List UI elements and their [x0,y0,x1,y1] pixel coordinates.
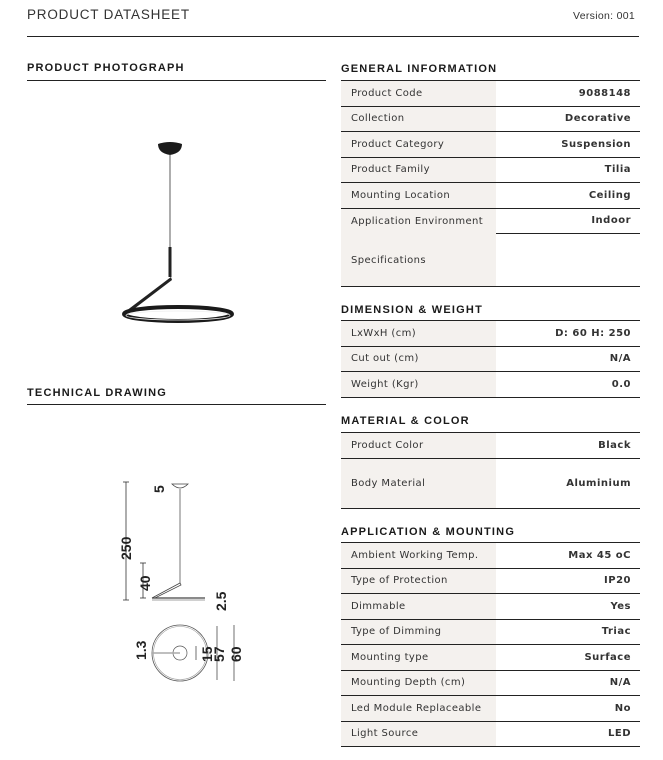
row-value: Yes [610,600,631,612]
table-row [341,183,640,209]
stem-shape [169,247,172,277]
row-label: Light Source [341,722,496,747]
table-row [341,234,640,287]
table-row [341,594,640,620]
row-value: D: 60 H: 250 [555,327,631,339]
dimension-table [341,321,640,398]
row-value: 9088148 [578,87,631,99]
row-value: No [614,702,631,714]
dim-inner-diameter: 57 [211,646,227,662]
table-row [341,543,640,569]
row-value: IP20 [604,575,631,587]
row-value: LED [607,728,631,740]
table-row [341,696,640,722]
dim-canopy-diameter: 15 [199,646,215,662]
row-value [496,234,640,286]
dim-arm-height: 40 [137,575,153,591]
row-value: Black [598,439,631,451]
row-value: Suspension [561,138,631,150]
version-label: Version: 001 [573,10,635,22]
drawing-heading: TECHNICAL DRAWING [27,387,167,399]
dim-total-height: 250 [118,536,134,560]
row-label: Ambient Working Temp. [341,543,496,568]
row-value: Surface [584,651,631,663]
row-label: Product Category [341,132,496,157]
canopy-shape [158,142,182,155]
material-table [341,433,640,509]
table-row [341,722,640,748]
table-row [341,81,640,107]
general-table [341,81,640,287]
table-row [341,433,640,459]
row-value: N/A [609,677,631,689]
table-row [341,321,640,347]
row-label: Cut out (cm) [341,347,496,372]
row-value: Tilia [604,164,631,176]
material-heading: MATERIAL & COLOR [341,415,470,427]
table-row [341,671,640,697]
dim-ring-thickness: 2.5 [213,591,229,611]
row-label: Mounting Depth (cm) [341,671,496,696]
row-label: Product Family [341,158,496,183]
row-value: 0.0 [611,378,631,390]
photo-heading-rule [27,80,326,81]
technical-drawing [110,470,260,690]
application-table [341,543,640,747]
row-value: Indoor [496,209,640,235]
photo-heading: PRODUCT PHOTOGRAPH [27,62,185,74]
table-row [341,209,640,235]
table-row [341,107,640,133]
table-row [341,645,640,671]
row-label: Mounting Location [341,183,496,208]
table-row [341,459,640,509]
general-heading: GENERAL INFORMATION [341,63,498,75]
row-value: Aluminium [566,477,631,489]
header-divider [27,36,639,37]
page-title: PRODUCT DATASHEET [27,7,190,22]
row-value: N/A [609,353,631,365]
dim-outer-diameter: 60 [228,646,244,662]
row-label: Application Environment [341,209,496,235]
row-value: Max 45 oC [568,549,631,561]
table-row [341,132,640,158]
application-heading: APPLICATION & MOUNTING [341,526,516,538]
row-label: Led Module Replaceable [341,696,496,721]
table-row [341,347,640,373]
dim-ring-width: 1.3 [133,640,149,660]
row-label: Specifications [341,234,496,286]
row-value: Ceiling [588,189,631,201]
row-value: Triac [601,626,631,638]
row-label: Mounting type [341,645,496,670]
row-label: Type of Dimming [341,620,496,645]
dimension-heading: DIMENSION & WEIGHT [341,304,483,316]
dim-canopy-height: 5 [151,485,167,493]
table-row [341,620,640,646]
row-label: Dimmable [341,594,496,619]
row-label: Collection [341,107,496,132]
row-label: Product Code [341,81,496,106]
row-label: Body Material [341,459,496,508]
row-label: Product Color [341,433,496,458]
table-row [341,569,640,595]
drawing-heading-rule [27,404,326,405]
row-value: Decorative [564,113,631,125]
row-label: Type of Protection [341,569,496,594]
table-row [341,372,640,398]
table-row [341,158,640,184]
row-label: Weight (Kgr) [341,372,496,397]
product-photograph [110,135,250,335]
row-label: LxWxH (cm) [341,321,496,346]
